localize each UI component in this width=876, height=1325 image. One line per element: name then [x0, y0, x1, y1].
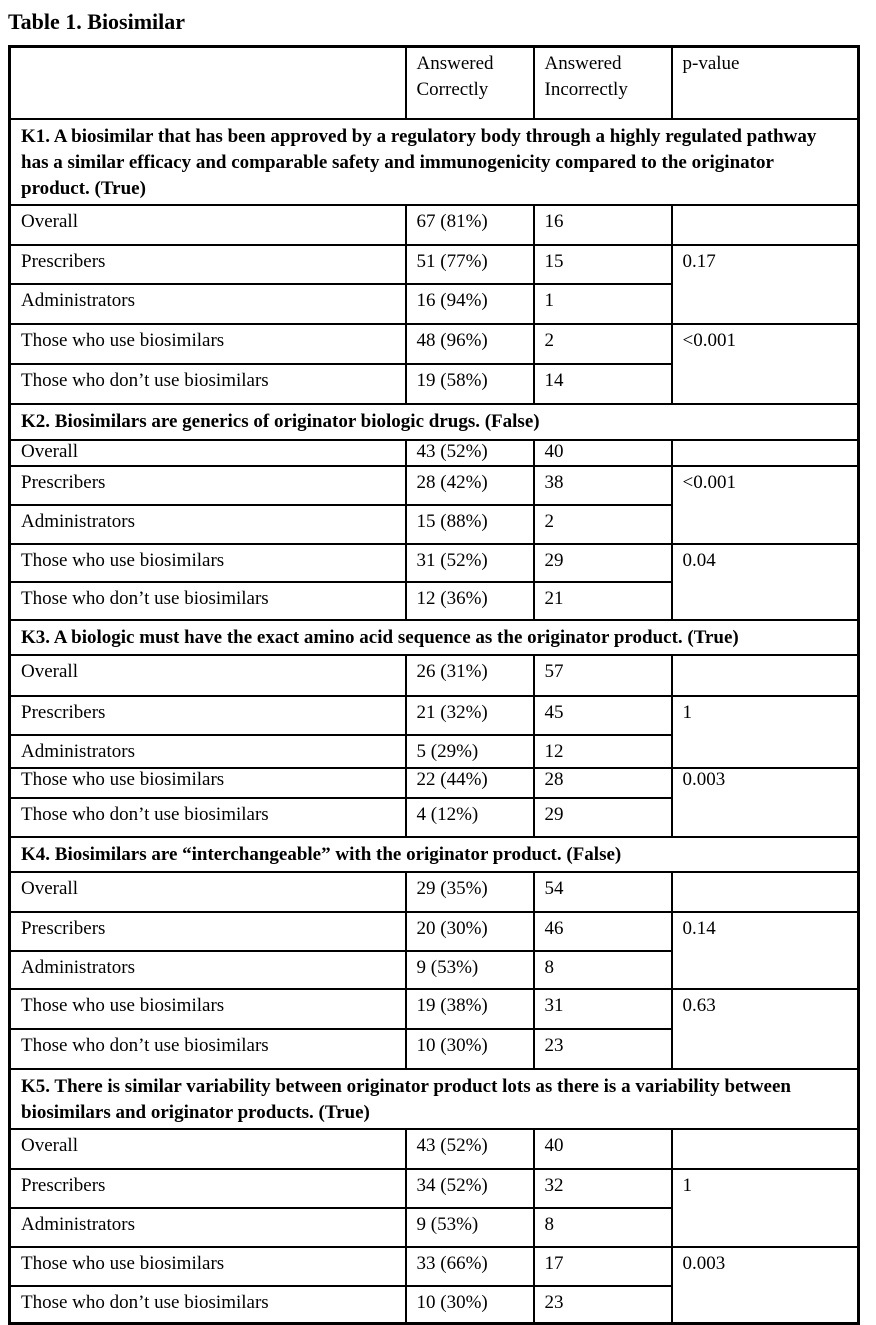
answered-incorrectly-cell: 23	[534, 1286, 672, 1324]
row-label: Prescribers	[10, 1169, 406, 1208]
answered-incorrectly-cell: 21	[534, 582, 672, 620]
answered-incorrectly-cell: 8	[534, 1208, 672, 1247]
row-label: Prescribers	[10, 912, 406, 951]
biosimilar-knowledge-table	[8, 45, 860, 1325]
question-text: K2. Biosimilars are generics of originator biologic drugs. (False)	[10, 404, 859, 440]
row-label: Those who use biosimilars	[10, 989, 406, 1029]
answered-incorrectly-cell: 32	[534, 1169, 672, 1208]
col-header-empty	[10, 47, 406, 119]
answered-incorrectly-cell: 23	[534, 1029, 672, 1069]
row-label: Prescribers	[10, 466, 406, 505]
p-value-cell	[672, 655, 859, 696]
row-label: Prescribers	[10, 245, 406, 284]
table-row	[10, 544, 859, 582]
table-row	[10, 655, 859, 696]
row-label: Those who use biosimilars	[10, 1247, 406, 1286]
row-label: Prescribers	[10, 696, 406, 735]
row-label: Overall	[10, 872, 406, 912]
p-value-cell: 0.003	[672, 1247, 859, 1324]
answered-incorrectly-cell: 40	[534, 1129, 672, 1169]
row-label: Administrators	[10, 1208, 406, 1247]
answered-correctly-cell: 33 (66%)	[406, 1247, 534, 1286]
table-row	[10, 1129, 859, 1169]
col-header-answered-correctly: Answered Correctly	[406, 47, 534, 119]
answered-correctly-cell: 4 (12%)	[406, 798, 534, 837]
table-row	[10, 912, 859, 951]
answered-correctly-cell: 43 (52%)	[406, 1129, 534, 1169]
answered-correctly-cell: 31 (52%)	[406, 544, 534, 582]
row-label: Administrators	[10, 735, 406, 768]
row-label: Those who use biosimilars	[10, 324, 406, 364]
answered-incorrectly-cell: 54	[534, 872, 672, 912]
answered-correctly-cell: 48 (96%)	[406, 324, 534, 364]
row-label: Those who don’t use biosimilars	[10, 364, 406, 404]
answered-correctly-cell: 9 (53%)	[406, 951, 534, 989]
p-value-cell	[672, 440, 859, 466]
p-value-cell: 0.04	[672, 544, 859, 620]
answered-incorrectly-cell: 29	[534, 798, 672, 837]
table-row	[10, 205, 859, 245]
answered-correctly-cell: 19 (58%)	[406, 364, 534, 404]
question-text: K4. Biosimilars are “interchangeable” with the originator product. (False)	[10, 837, 859, 872]
table-row	[10, 466, 859, 505]
p-value-cell: 0.14	[672, 912, 859, 989]
answered-incorrectly-cell: 8	[534, 951, 672, 989]
section-header-k3	[10, 620, 859, 655]
row-label: Overall	[10, 205, 406, 245]
col-header-p-value: p-value	[672, 47, 859, 119]
p-value-cell: 1	[672, 696, 859, 768]
answered-correctly-cell: 15 (88%)	[406, 505, 534, 544]
question-text: K1. A biosimilar that has been approved by a regulatory body through a highly regulated pathway has a similar efficacy and comparable safety and immunogenicity compared to the originator product. (True)	[10, 119, 859, 205]
section-header-k1	[10, 119, 859, 205]
answered-incorrectly-cell: 38	[534, 466, 672, 505]
answered-incorrectly-cell: 45	[534, 696, 672, 735]
table-row	[10, 1247, 859, 1286]
table-title: Table 1. Biosimilar	[8, 9, 186, 34]
p-value-cell: 1	[672, 1169, 859, 1247]
table-row	[10, 989, 859, 1029]
answered-correctly-cell: 16 (94%)	[406, 284, 534, 324]
row-label: Overall	[10, 440, 406, 466]
answered-correctly-cell: 67 (81%)	[406, 205, 534, 245]
table-row	[10, 440, 859, 466]
table-row	[10, 768, 859, 798]
p-value-cell	[672, 872, 859, 912]
table-row	[10, 1169, 859, 1208]
table-row	[10, 696, 859, 735]
row-label: Administrators	[10, 284, 406, 324]
p-value-cell: 0.17	[672, 245, 859, 324]
answered-correctly-cell: 43 (52%)	[406, 440, 534, 466]
answered-incorrectly-cell: 46	[534, 912, 672, 951]
answered-correctly-cell: 12 (36%)	[406, 582, 534, 620]
answered-correctly-cell: 5 (29%)	[406, 735, 534, 768]
row-label: Administrators	[10, 951, 406, 989]
answered-incorrectly-cell: 17	[534, 1247, 672, 1286]
p-value-cell: <0.001	[672, 466, 859, 544]
answered-incorrectly-cell: 1	[534, 284, 672, 324]
answered-correctly-cell: 28 (42%)	[406, 466, 534, 505]
column-header-row	[10, 47, 859, 119]
answered-incorrectly-cell: 16	[534, 205, 672, 245]
row-label: Those who don’t use biosimilars	[10, 798, 406, 837]
section-header-k5	[10, 1069, 859, 1129]
answered-incorrectly-cell: 31	[534, 989, 672, 1029]
p-value-cell	[672, 205, 859, 245]
p-value-cell: 0.003	[672, 768, 859, 837]
question-text: K3. A biologic must have the exact amino acid sequence as the originator product. (True)	[10, 620, 859, 655]
col-header-answered-incorrectly: Answered Incorrectly	[534, 47, 672, 119]
answered-correctly-cell: 19 (38%)	[406, 989, 534, 1029]
p-value-cell: <0.001	[672, 324, 859, 404]
p-value-cell	[672, 1129, 859, 1169]
question-text: K5. There is similar variability between originator product lots as there is a variability between biosimilars and originator products. (True)	[10, 1069, 859, 1129]
p-value-cell: 0.63	[672, 989, 859, 1069]
answered-incorrectly-cell: 14	[534, 364, 672, 404]
answered-incorrectly-cell: 2	[534, 324, 672, 364]
answered-incorrectly-cell: 15	[534, 245, 672, 284]
row-label: Overall	[10, 655, 406, 696]
answered-correctly-cell: 10 (30%)	[406, 1286, 534, 1324]
answered-correctly-cell: 26 (31%)	[406, 655, 534, 696]
answered-correctly-cell: 20 (30%)	[406, 912, 534, 951]
row-label: Overall	[10, 1129, 406, 1169]
row-label: Those who don’t use biosimilars	[10, 1029, 406, 1069]
row-label: Those who don’t use biosimilars	[10, 1286, 406, 1324]
answered-correctly-cell: 51 (77%)	[406, 245, 534, 284]
answered-correctly-cell: 29 (35%)	[406, 872, 534, 912]
row-label: Those who don’t use biosimilars	[10, 582, 406, 620]
section-header-k4	[10, 837, 859, 872]
table-row	[10, 872, 859, 912]
table-row	[10, 324, 859, 364]
row-label: Those who use biosimilars	[10, 544, 406, 582]
answered-incorrectly-cell: 57	[534, 655, 672, 696]
answered-correctly-cell: 9 (53%)	[406, 1208, 534, 1247]
answered-correctly-cell: 10 (30%)	[406, 1029, 534, 1069]
answered-incorrectly-cell: 2	[534, 505, 672, 544]
answered-correctly-cell: 22 (44%)	[406, 768, 534, 798]
row-label: Administrators	[10, 505, 406, 544]
answered-correctly-cell: 21 (32%)	[406, 696, 534, 735]
answered-incorrectly-cell: 40	[534, 440, 672, 466]
answered-incorrectly-cell: 29	[534, 544, 672, 582]
section-header-k2	[10, 404, 859, 440]
answered-incorrectly-cell: 12	[534, 735, 672, 768]
row-label: Those who use biosimilars	[10, 768, 406, 798]
answered-incorrectly-cell: 28	[534, 768, 672, 798]
answered-correctly-cell: 34 (52%)	[406, 1169, 534, 1208]
table-row	[10, 245, 859, 284]
